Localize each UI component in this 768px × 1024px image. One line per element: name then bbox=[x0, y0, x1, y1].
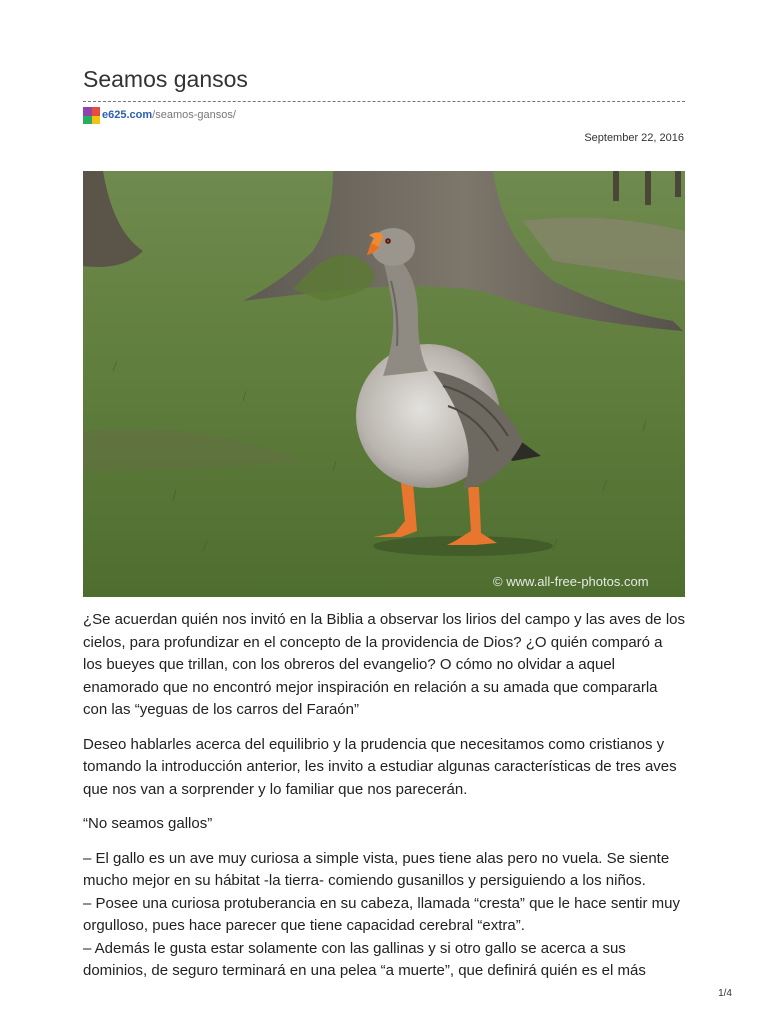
article-title: Seamos gansos bbox=[83, 66, 248, 92]
section-heading-gallos: “No seamos gallos” bbox=[83, 815, 213, 832]
list-item: – El gallo es un ave muy curiosa a simple vista, pues tiene alas pero no vuela. Se siente mucho mejor en su hábitat -la tierra- comiendo gusanillos y persiguiendo a los niños. bbox=[83, 849, 670, 889]
article-body bbox=[83, 609, 685, 983]
list-item: – Posee una curiosa protuberancia en su cabeza, llamada “cresta” que le hace sentir muy orgulloso, pues hace parecer que tiene capacidad cerebral “extra”. bbox=[83, 894, 681, 934]
site-logo-icon bbox=[83, 107, 100, 124]
photo-watermark: © www.all-free-photos.com bbox=[493, 574, 649, 589]
list-item: – Además le gusta estar solamente con las gallinas y si otro gallo se acerca a sus dominios, de seguro terminará en una pelea “a muerte”, que definirá quién es el más bbox=[83, 939, 646, 979]
goose-photo bbox=[83, 171, 685, 597]
source-link[interactable] bbox=[83, 107, 236, 124]
paragraph-topic: Deseo hablarles acerca del equilibrio y la prudencia que necesitamos como cristianos y tomando la introducción anterior, les invito a estudiar algunas características de tres aves que nos van a sorprender y lo familiar que nos parecerán. bbox=[83, 735, 677, 798]
source-domain[interactable]: e625.com bbox=[102, 109, 153, 121]
title-divider bbox=[83, 101, 685, 102]
paragraph-intro: ¿Se acuerdan quién nos invitó en la Biblia a observar los lirios del campo y las aves de los cielos, para profundizar en el concepto de la providencia de Dios? ¿O quién comparó a los bueyes que trillan, con los obreros del evangelio? O cómo no olvidar a aquel enamorado que no encontró mejor inspiración en relación a su amada que compararla con las “yeguas de los carros del Faraón” bbox=[83, 611, 685, 718]
source-path[interactable]: /seamos-gansos/ bbox=[152, 109, 236, 121]
publish-date: September 22, 2016 bbox=[584, 132, 684, 144]
page-number: 1/4 bbox=[718, 988, 732, 999]
